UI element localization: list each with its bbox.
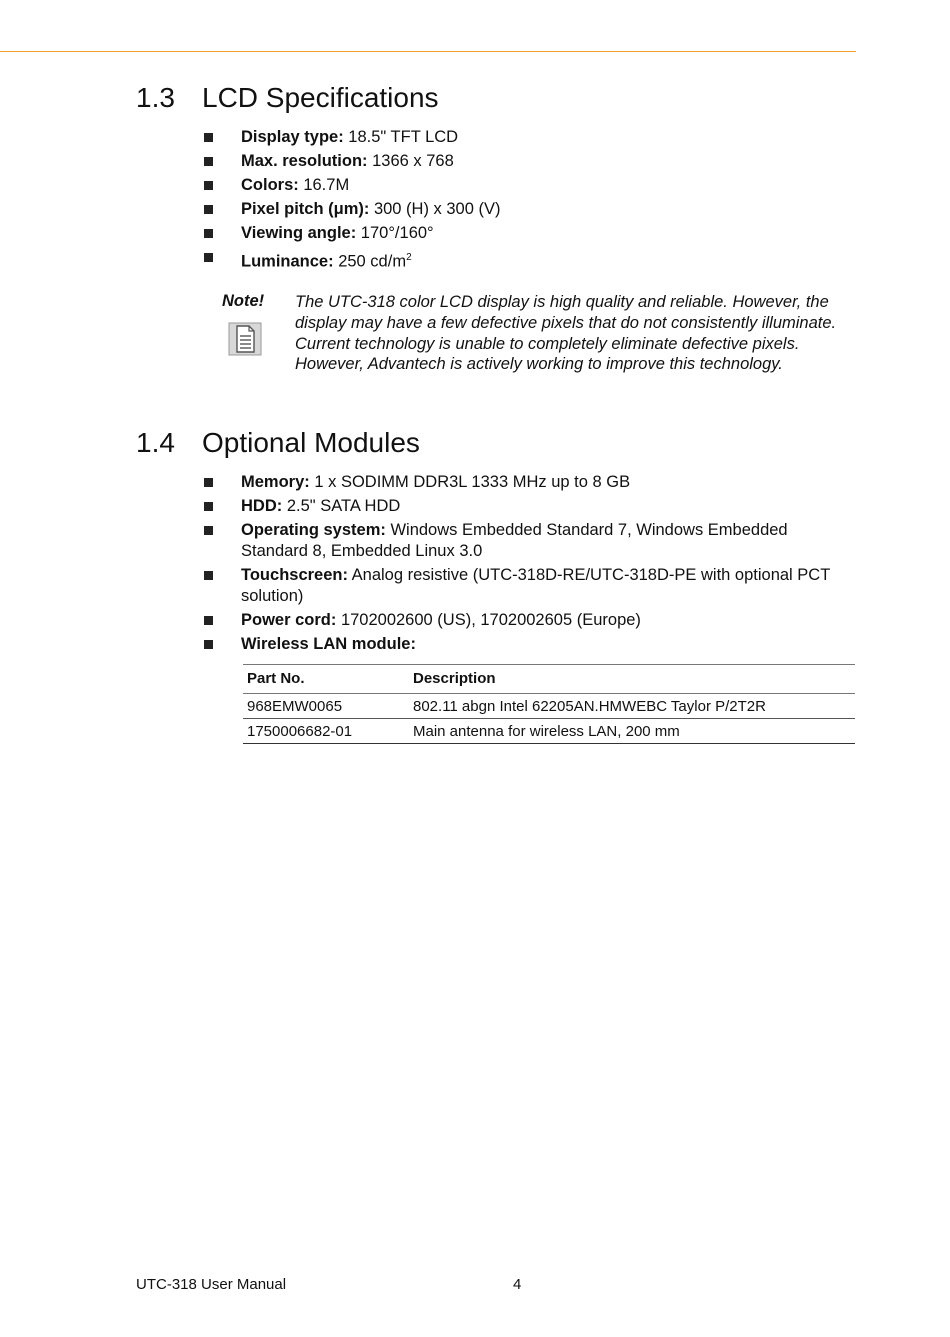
list-item: Memory: 1 x SODIMM DDR3L 1333 MHz up to 8 GB bbox=[204, 472, 844, 493]
bullet-square-icon bbox=[204, 616, 213, 625]
table-cell: 802.11 abgn Intel 62205AN.HMWEBC Taylor P/2T2R bbox=[409, 694, 855, 719]
table-cell: 968EMW0065 bbox=[243, 694, 409, 719]
list-item: Display type: 18.5" TFT LCD bbox=[204, 127, 844, 148]
section-number: 1.3 bbox=[136, 82, 175, 113]
bullet-square-icon bbox=[204, 205, 213, 214]
section-number: 1.4 bbox=[136, 427, 175, 458]
section-title: LCD Specifications bbox=[202, 82, 439, 113]
table-row bbox=[243, 719, 855, 744]
list-item: Touchscreen: Analog resistive (UTC-318D-RE/UTC-318D-PE with optional PCT solution) bbox=[204, 565, 844, 607]
list-item: HDD: 2.5" SATA HDD bbox=[204, 496, 844, 517]
list-item: Viewing angle: 170°/160° bbox=[204, 223, 844, 244]
optional-modules-list bbox=[204, 472, 844, 658]
column-header-part-no: Part No. bbox=[243, 665, 409, 694]
note-label: Note! bbox=[222, 292, 265, 310]
bullet-square-icon bbox=[204, 157, 213, 166]
column-header-description: Description bbox=[409, 665, 855, 694]
list-item: Power cord: 1702002600 (US), 1702002605 (Europe) bbox=[204, 610, 844, 631]
bullet-square-icon bbox=[204, 253, 213, 262]
list-item: Wireless LAN module: bbox=[204, 634, 844, 655]
lcd-spec-list bbox=[204, 127, 844, 276]
table-cell: 1750006682-01 bbox=[243, 719, 409, 744]
list-item: Colors: 16.7M bbox=[204, 175, 844, 196]
footer-page-number: 4 bbox=[513, 1276, 522, 1293]
note-text: The UTC-318 color LCD display is high quality and reliable. However, the display may have a few defective pixels that do not consistently illuminate. Current technology is unable to completely eliminate defective pixels. However, Advantech is actively working to improve this technology. bbox=[295, 293, 837, 374]
bullet-square-icon bbox=[204, 229, 213, 238]
section-title: Optional Modules bbox=[202, 427, 420, 458]
bullet-square-icon bbox=[204, 571, 213, 580]
header-rule bbox=[0, 51, 856, 52]
section-heading-lcd bbox=[136, 82, 439, 114]
wireless-lan-table bbox=[243, 664, 855, 744]
footer-doc-title: UTC-318 User Manual bbox=[136, 1276, 287, 1293]
bullet-square-icon bbox=[204, 133, 213, 142]
bullet-square-icon bbox=[204, 526, 213, 535]
table-cell: Main antenna for wireless LAN, 200 mm bbox=[409, 719, 855, 744]
table-header-row bbox=[243, 665, 855, 694]
list-item: Pixel pitch (μm): 300 (H) x 300 (V) bbox=[204, 199, 844, 220]
list-item: Max. resolution: 1366 x 768 bbox=[204, 151, 844, 172]
section-heading-optional-modules bbox=[136, 427, 420, 459]
bullet-square-icon bbox=[204, 181, 213, 190]
list-item: Operating system: Windows Embedded Standard 7, Windows Embedded Standard 8, Embedded Linux 3.0 bbox=[204, 520, 844, 562]
bullet-square-icon bbox=[204, 640, 213, 649]
note-document-icon bbox=[228, 322, 262, 361]
bullet-square-icon bbox=[204, 478, 213, 487]
table-row bbox=[243, 694, 855, 719]
bullet-square-icon bbox=[204, 502, 213, 511]
list-item: Luminance: 250 $cd/m^2$ bbox=[204, 247, 844, 273]
